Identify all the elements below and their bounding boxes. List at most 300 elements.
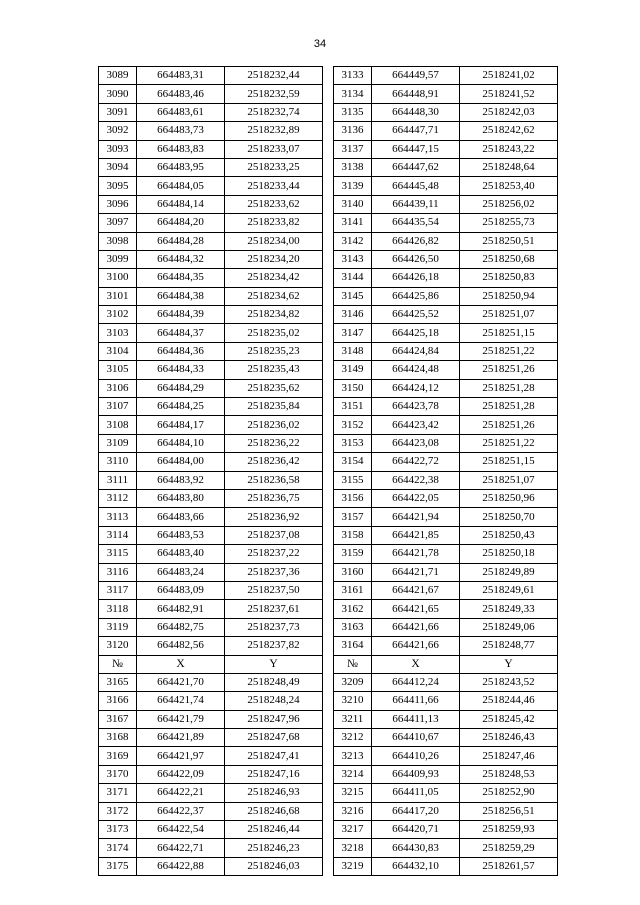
point-number-cell: 3174 xyxy=(99,839,137,857)
y-coordinate-cell: 2518249,06 xyxy=(460,618,558,636)
point-number-cell: 3158 xyxy=(334,526,372,544)
x-coordinate-cell: 664449,57 xyxy=(372,67,460,85)
y-coordinate-cell: 2518250,18 xyxy=(460,545,558,563)
column-gap xyxy=(323,526,334,544)
x-coordinate-cell: 664425,86 xyxy=(372,287,460,305)
y-column-header: Y xyxy=(225,655,323,673)
y-coordinate-cell: 2518250,94 xyxy=(460,287,558,305)
y-coordinate-cell: 2518246,23 xyxy=(225,839,323,857)
point-number-cell: 3135 xyxy=(334,103,372,121)
point-number-cell: 3105 xyxy=(99,361,137,379)
x-coordinate-cell: 664417,20 xyxy=(372,802,460,820)
x-coordinate-cell: 664426,82 xyxy=(372,232,460,250)
y-coordinate-cell: 2518232,89 xyxy=(225,122,323,140)
point-number-cell: 3109 xyxy=(99,434,137,452)
y-coordinate-cell: 2518256,51 xyxy=(460,802,558,820)
table-row xyxy=(99,508,558,526)
y-coordinate-cell: 2518242,03 xyxy=(460,103,558,121)
point-number-cell: 3106 xyxy=(99,379,137,397)
column-gap xyxy=(323,637,334,655)
point-number-cell: 3114 xyxy=(99,526,137,544)
table-row xyxy=(99,434,558,452)
x-coordinate-cell: 664483,66 xyxy=(137,508,225,526)
point-number-cell: 3144 xyxy=(334,269,372,287)
point-number-cell: 3217 xyxy=(334,821,372,839)
number-column-header: № xyxy=(99,655,137,673)
column-gap xyxy=(323,857,334,875)
x-coordinate-cell: 664484,39 xyxy=(137,306,225,324)
point-number-cell: 3152 xyxy=(334,416,372,434)
table-row xyxy=(99,600,558,618)
table-row xyxy=(99,379,558,397)
point-number-cell: 3102 xyxy=(99,306,137,324)
x-coordinate-cell: 664484,33 xyxy=(137,361,225,379)
y-coordinate-cell: 2518246,03 xyxy=(225,857,323,875)
point-number-cell: 3111 xyxy=(99,471,137,489)
column-gap xyxy=(323,177,334,195)
point-number-cell: 3171 xyxy=(99,784,137,802)
point-number-cell: 3104 xyxy=(99,342,137,360)
x-coordinate-cell: 664482,75 xyxy=(137,618,225,636)
y-coordinate-cell: 2518237,82 xyxy=(225,637,323,655)
x-coordinate-cell: 664484,10 xyxy=(137,434,225,452)
y-coordinate-cell: 2518248,24 xyxy=(225,692,323,710)
y-coordinate-cell: 2518251,28 xyxy=(460,379,558,397)
column-gap xyxy=(323,158,334,176)
table-row xyxy=(99,857,558,875)
table-row xyxy=(99,269,558,287)
x-coordinate-cell: 664484,37 xyxy=(137,324,225,342)
x-coordinate-cell: 664410,26 xyxy=(372,747,460,765)
table-row xyxy=(99,765,558,783)
point-number-cell: 3166 xyxy=(99,692,137,710)
x-coordinate-cell: 664422,09 xyxy=(137,765,225,783)
column-gap xyxy=(323,103,334,121)
point-number-cell: 3089 xyxy=(99,67,137,85)
y-coordinate-cell: 2518247,46 xyxy=(460,747,558,765)
y-coordinate-cell: 2518234,82 xyxy=(225,306,323,324)
column-gap xyxy=(323,434,334,452)
table-row xyxy=(99,122,558,140)
x-coordinate-cell: 664421,89 xyxy=(137,729,225,747)
table-row xyxy=(99,563,558,581)
point-number-cell: 3150 xyxy=(334,379,372,397)
y-coordinate-cell: 2518235,43 xyxy=(225,361,323,379)
column-gap xyxy=(323,140,334,158)
x-coordinate-cell: 664483,53 xyxy=(137,526,225,544)
point-number-cell: 3140 xyxy=(334,195,372,213)
table-row xyxy=(99,747,558,765)
x-coordinate-cell: 664423,42 xyxy=(372,416,460,434)
x-coordinate-cell: 664483,31 xyxy=(137,67,225,85)
x-coordinate-cell: 664483,40 xyxy=(137,545,225,563)
column-gap xyxy=(323,342,334,360)
y-coordinate-cell: 2518235,02 xyxy=(225,324,323,342)
point-number-cell: 3175 xyxy=(99,857,137,875)
table-row xyxy=(99,545,558,563)
point-number-cell: 3098 xyxy=(99,232,137,250)
y-coordinate-cell: 2518234,20 xyxy=(225,250,323,268)
table-row xyxy=(99,67,558,85)
point-number-cell: 3139 xyxy=(334,177,372,195)
y-coordinate-cell: 2518237,61 xyxy=(225,600,323,618)
column-gap xyxy=(323,232,334,250)
column-gap xyxy=(323,545,334,563)
table-row xyxy=(99,342,558,360)
table-row xyxy=(99,398,558,416)
point-number-cell: 3100 xyxy=(99,269,137,287)
point-number-cell: 3108 xyxy=(99,416,137,434)
x-coordinate-cell: 664448,91 xyxy=(372,85,460,103)
table-row xyxy=(99,581,558,599)
y-coordinate-cell: 2518237,73 xyxy=(225,618,323,636)
x-coordinate-cell: 664421,67 xyxy=(372,581,460,599)
x-coordinate-cell: 664484,32 xyxy=(137,250,225,268)
x-coordinate-cell: 664424,84 xyxy=(372,342,460,360)
y-coordinate-cell: 2518246,68 xyxy=(225,802,323,820)
point-number-cell: 3211 xyxy=(334,710,372,728)
point-number-cell: 3141 xyxy=(334,214,372,232)
point-number-cell: 3151 xyxy=(334,398,372,416)
x-coordinate-cell: 664447,62 xyxy=(372,158,460,176)
x-coordinate-cell: 664426,18 xyxy=(372,269,460,287)
y-coordinate-cell: 2518241,02 xyxy=(460,67,558,85)
y-coordinate-cell: 2518234,62 xyxy=(225,287,323,305)
y-coordinate-cell: 2518232,74 xyxy=(225,103,323,121)
table-row xyxy=(99,526,558,544)
x-coordinate-cell: 664448,30 xyxy=(372,103,460,121)
y-coordinate-cell: 2518233,82 xyxy=(225,214,323,232)
point-number-cell: 3147 xyxy=(334,324,372,342)
point-number-cell: 3161 xyxy=(334,581,372,599)
y-coordinate-cell: 2518235,84 xyxy=(225,398,323,416)
point-number-cell: 3163 xyxy=(334,618,372,636)
y-coordinate-cell: 2518247,16 xyxy=(225,765,323,783)
point-number-cell: 3116 xyxy=(99,563,137,581)
column-gap xyxy=(323,324,334,342)
table-row xyxy=(99,692,558,710)
page-number: 34 xyxy=(313,38,327,50)
point-number-cell: 3168 xyxy=(99,729,137,747)
y-coordinate-cell: 2518245,42 xyxy=(460,710,558,728)
y-coordinate-cell: 2518236,75 xyxy=(225,489,323,507)
y-coordinate-cell: 2518255,73 xyxy=(460,214,558,232)
y-coordinate-cell: 2518247,41 xyxy=(225,747,323,765)
y-coordinate-cell: 2518251,22 xyxy=(460,434,558,452)
table-row xyxy=(99,416,558,434)
table-row xyxy=(99,177,558,195)
coordinates-table-body xyxy=(99,67,558,876)
y-coordinate-cell: 2518256,02 xyxy=(460,195,558,213)
point-number-cell: 3120 xyxy=(99,637,137,655)
y-coordinate-cell: 2518243,22 xyxy=(460,140,558,158)
x-coordinate-cell: 664484,20 xyxy=(137,214,225,232)
y-coordinate-cell: 2518233,25 xyxy=(225,158,323,176)
number-column-header: № xyxy=(334,655,372,673)
table-row xyxy=(99,471,558,489)
point-number-cell: 3214 xyxy=(334,765,372,783)
x-coordinate-cell: 664445,48 xyxy=(372,177,460,195)
column-gap xyxy=(323,214,334,232)
x-coordinate-cell: 664426,50 xyxy=(372,250,460,268)
x-column-header: X xyxy=(137,655,225,673)
y-coordinate-cell: 2518248,53 xyxy=(460,765,558,783)
x-coordinate-cell: 664421,65 xyxy=(372,600,460,618)
table-row xyxy=(99,710,558,728)
point-number-cell: 3103 xyxy=(99,324,137,342)
y-coordinate-cell: 2518232,59 xyxy=(225,85,323,103)
x-coordinate-cell: 664432,10 xyxy=(372,857,460,875)
y-coordinate-cell: 2518250,70 xyxy=(460,508,558,526)
column-gap xyxy=(323,471,334,489)
point-number-cell: 3218 xyxy=(334,839,372,857)
column-gap xyxy=(323,250,334,268)
table-row xyxy=(99,618,558,636)
y-coordinate-cell: 2518236,92 xyxy=(225,508,323,526)
y-coordinate-cell: 2518235,23 xyxy=(225,342,323,360)
y-coordinate-cell: 2518236,42 xyxy=(225,453,323,471)
column-gap xyxy=(323,195,334,213)
table-row xyxy=(99,306,558,324)
point-number-cell: 3095 xyxy=(99,177,137,195)
x-coordinate-cell: 664422,88 xyxy=(137,857,225,875)
x-coordinate-cell: 664411,13 xyxy=(372,710,460,728)
x-coordinate-cell: 664482,56 xyxy=(137,637,225,655)
y-coordinate-cell: 2518250,51 xyxy=(460,232,558,250)
x-coordinate-cell: 664422,54 xyxy=(137,821,225,839)
point-number-cell: 3119 xyxy=(99,618,137,636)
x-coordinate-cell: 664409,93 xyxy=(372,765,460,783)
point-number-cell: 3117 xyxy=(99,581,137,599)
x-coordinate-cell: 664483,92 xyxy=(137,471,225,489)
point-number-cell: 3091 xyxy=(99,103,137,121)
point-number-cell: 3172 xyxy=(99,802,137,820)
table-row xyxy=(99,250,558,268)
point-number-cell: 3113 xyxy=(99,508,137,526)
column-gap xyxy=(323,398,334,416)
y-coordinate-cell: 2518246,44 xyxy=(225,821,323,839)
point-number-cell: 3134 xyxy=(334,85,372,103)
point-number-cell: 3156 xyxy=(334,489,372,507)
y-coordinate-cell: 2518247,68 xyxy=(225,729,323,747)
y-coordinate-cell: 2518241,52 xyxy=(460,85,558,103)
x-coordinate-cell: 664483,61 xyxy=(137,103,225,121)
x-coordinate-cell: 664484,05 xyxy=(137,177,225,195)
header-row xyxy=(99,655,558,673)
point-number-cell: 3133 xyxy=(334,67,372,85)
point-number-cell: 3155 xyxy=(334,471,372,489)
y-coordinate-cell: 2518250,68 xyxy=(460,250,558,268)
point-number-cell: 3170 xyxy=(99,765,137,783)
y-coordinate-cell: 2518236,02 xyxy=(225,416,323,434)
table-row xyxy=(99,821,558,839)
point-number-cell: 3097 xyxy=(99,214,137,232)
y-coordinate-cell: 2518235,62 xyxy=(225,379,323,397)
point-number-cell: 3162 xyxy=(334,600,372,618)
table-row xyxy=(99,637,558,655)
x-coordinate-cell: 664484,29 xyxy=(137,379,225,397)
column-gap xyxy=(323,489,334,507)
y-coordinate-cell: 2518251,26 xyxy=(460,416,558,434)
y-coordinate-cell: 2518251,26 xyxy=(460,361,558,379)
table-row xyxy=(99,214,558,232)
x-coordinate-cell: 664411,66 xyxy=(372,692,460,710)
table-row xyxy=(99,729,558,747)
point-number-cell: 3153 xyxy=(334,434,372,452)
table-row xyxy=(99,103,558,121)
x-coordinate-cell: 664421,66 xyxy=(372,618,460,636)
point-number-cell: 3149 xyxy=(334,361,372,379)
x-coordinate-cell: 664484,38 xyxy=(137,287,225,305)
column-gap xyxy=(323,747,334,765)
column-gap xyxy=(323,600,334,618)
y-coordinate-cell: 2518246,43 xyxy=(460,729,558,747)
y-coordinate-cell: 2518244,46 xyxy=(460,692,558,710)
point-number-cell: 3146 xyxy=(334,306,372,324)
x-coordinate-cell: 664423,08 xyxy=(372,434,460,452)
y-coordinate-cell: 2518236,58 xyxy=(225,471,323,489)
x-coordinate-cell: 664422,71 xyxy=(137,839,225,857)
point-number-cell: 3165 xyxy=(99,673,137,691)
y-coordinate-cell: 2518237,36 xyxy=(225,563,323,581)
x-coordinate-cell: 664421,79 xyxy=(137,710,225,728)
column-gap xyxy=(323,581,334,599)
y-coordinate-cell: 2518249,89 xyxy=(460,563,558,581)
x-coordinate-cell: 664483,24 xyxy=(137,563,225,581)
column-gap xyxy=(323,802,334,820)
x-coordinate-cell: 664435,54 xyxy=(372,214,460,232)
table-row xyxy=(99,802,558,820)
point-number-cell: 3094 xyxy=(99,158,137,176)
table-row xyxy=(99,287,558,305)
x-coordinate-cell: 664421,78 xyxy=(372,545,460,563)
y-coordinate-cell: 2518249,33 xyxy=(460,600,558,618)
x-coordinate-cell: 664483,80 xyxy=(137,489,225,507)
x-coordinate-cell: 664423,78 xyxy=(372,398,460,416)
x-coordinate-cell: 664425,52 xyxy=(372,306,460,324)
table-row xyxy=(99,232,558,250)
column-gap xyxy=(323,453,334,471)
column-gap xyxy=(323,784,334,802)
column-gap xyxy=(323,710,334,728)
point-number-cell: 3215 xyxy=(334,784,372,802)
y-coordinate-cell: 2518259,93 xyxy=(460,821,558,839)
point-number-cell: 3169 xyxy=(99,747,137,765)
x-coordinate-cell: 664421,85 xyxy=(372,526,460,544)
x-coordinate-cell: 664422,05 xyxy=(372,489,460,507)
y-coordinate-cell: 2518248,64 xyxy=(460,158,558,176)
column-gap xyxy=(323,67,334,85)
point-number-cell: 3148 xyxy=(334,342,372,360)
point-number-cell: 3210 xyxy=(334,692,372,710)
y-coordinate-cell: 2518261,57 xyxy=(460,857,558,875)
point-number-cell: 3154 xyxy=(334,453,372,471)
x-coordinate-cell: 664484,00 xyxy=(137,453,225,471)
table-row xyxy=(99,361,558,379)
column-gap xyxy=(323,287,334,305)
y-coordinate-cell: 2518251,28 xyxy=(460,398,558,416)
y-coordinate-cell: 2518234,42 xyxy=(225,269,323,287)
y-coordinate-cell: 2518251,15 xyxy=(460,453,558,471)
point-number-cell: 3164 xyxy=(334,637,372,655)
y-coordinate-cell: 2518249,61 xyxy=(460,581,558,599)
point-number-cell: 3112 xyxy=(99,489,137,507)
x-coordinate-cell: 664483,46 xyxy=(137,85,225,103)
point-number-cell: 3145 xyxy=(334,287,372,305)
x-coordinate-cell: 664424,12 xyxy=(372,379,460,397)
y-coordinate-cell: 2518237,22 xyxy=(225,545,323,563)
column-gap xyxy=(323,692,334,710)
x-coordinate-cell: 664411,05 xyxy=(372,784,460,802)
point-number-cell: 3173 xyxy=(99,821,137,839)
table-row xyxy=(99,195,558,213)
y-column-header: Y xyxy=(460,655,558,673)
column-gap xyxy=(323,839,334,857)
point-number-cell: 3092 xyxy=(99,122,137,140)
point-number-cell: 3160 xyxy=(334,563,372,581)
y-coordinate-cell: 2518250,96 xyxy=(460,489,558,507)
column-gap xyxy=(323,416,334,434)
x-coordinate-cell: 664422,37 xyxy=(137,802,225,820)
y-coordinate-cell: 2518248,49 xyxy=(225,673,323,691)
table-row xyxy=(99,784,558,802)
x-coordinate-cell: 664447,15 xyxy=(372,140,460,158)
column-gap xyxy=(323,306,334,324)
y-coordinate-cell: 2518250,83 xyxy=(460,269,558,287)
point-number-cell: 3136 xyxy=(334,122,372,140)
point-number-cell: 3118 xyxy=(99,600,137,618)
point-number-cell: 3110 xyxy=(99,453,137,471)
x-coordinate-cell: 664421,94 xyxy=(372,508,460,526)
column-gap xyxy=(323,361,334,379)
x-coordinate-cell: 664421,97 xyxy=(137,747,225,765)
x-coordinate-cell: 664421,71 xyxy=(372,563,460,581)
point-number-cell: 3115 xyxy=(99,545,137,563)
table-row xyxy=(99,324,558,342)
column-gap xyxy=(323,618,334,636)
y-coordinate-cell: 2518236,22 xyxy=(225,434,323,452)
y-coordinate-cell: 2518233,44 xyxy=(225,177,323,195)
column-gap xyxy=(323,729,334,747)
table-row xyxy=(99,489,558,507)
column-gap xyxy=(323,508,334,526)
x-coordinate-cell: 664483,09 xyxy=(137,581,225,599)
y-coordinate-cell: 2518233,07 xyxy=(225,140,323,158)
y-coordinate-cell: 2518233,62 xyxy=(225,195,323,213)
x-coordinate-cell: 664425,18 xyxy=(372,324,460,342)
x-coordinate-cell: 664484,35 xyxy=(137,269,225,287)
column-gap xyxy=(323,85,334,103)
table-row xyxy=(99,140,558,158)
y-coordinate-cell: 2518237,08 xyxy=(225,526,323,544)
x-coordinate-cell: 664422,38 xyxy=(372,471,460,489)
point-number-cell: 3157 xyxy=(334,508,372,526)
table-row xyxy=(99,85,558,103)
y-coordinate-cell: 2518243,52 xyxy=(460,673,558,691)
point-number-cell: 3219 xyxy=(334,857,372,875)
point-number-cell: 3138 xyxy=(334,158,372,176)
point-number-cell: 3142 xyxy=(334,232,372,250)
x-coordinate-cell: 664421,70 xyxy=(137,673,225,691)
column-gap xyxy=(323,655,334,673)
point-number-cell: 3107 xyxy=(99,398,137,416)
point-number-cell: 3143 xyxy=(334,250,372,268)
point-number-cell: 3209 xyxy=(334,673,372,691)
coordinates-table xyxy=(98,66,558,876)
point-number-cell: 3212 xyxy=(334,729,372,747)
y-coordinate-cell: 2518253,40 xyxy=(460,177,558,195)
point-number-cell: 3159 xyxy=(334,545,372,563)
